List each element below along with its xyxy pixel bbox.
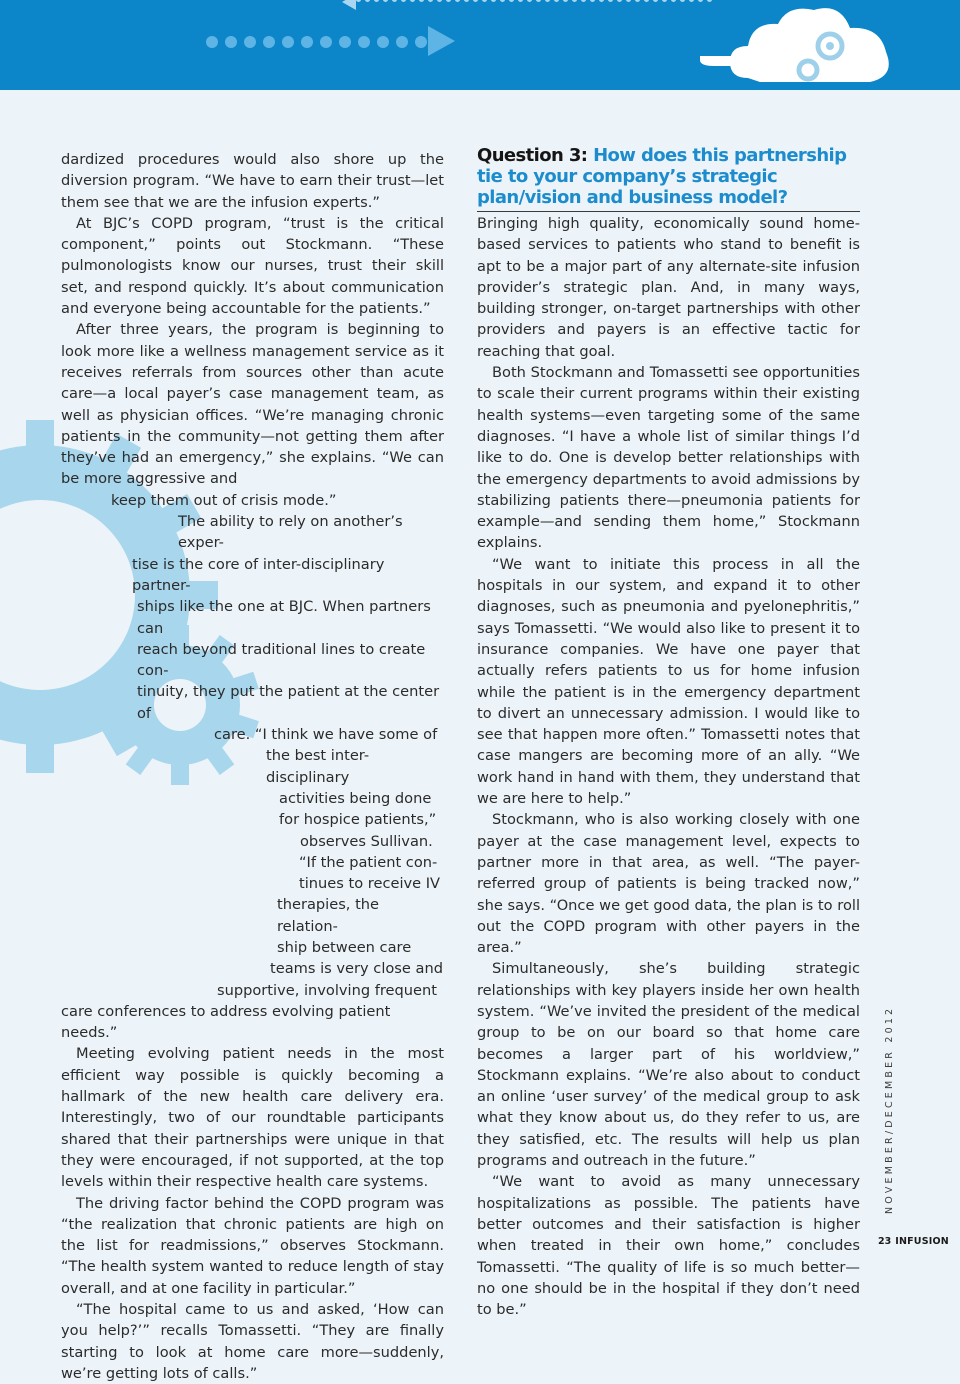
text-line: keep them out of crisis mode.” xyxy=(111,491,337,509)
magazine-brand: INFUSION xyxy=(895,1236,949,1247)
wrapped-paragraph xyxy=(61,490,444,1044)
arrow-head-icon xyxy=(428,26,455,56)
left-column xyxy=(61,149,444,1384)
header-banner xyxy=(0,0,960,90)
text-line: ship between care xyxy=(277,938,412,956)
paragraph: Simultaneously, she’s building strategic relationships with key players inside her own health system. “We’ve invited the president of the medical group to be on our board so that home care becomes a larger part of his worldview,” Stockmann explains. “We’re also about to conduct an online ‘user survey’ of the medical group to ask what they know about us, do they refer to us, are they satisfied, etc. The results will help us plan programs and outreach in the future.” xyxy=(477,960,860,1170)
page-folio xyxy=(878,1236,949,1247)
dotted-arrow-left-icon xyxy=(342,0,356,10)
pointing-hand-icon xyxy=(700,56,742,66)
text-line: tise is the core of inter-disciplinary partner- xyxy=(132,555,385,594)
question-text: How does this partnership tie to your company’s strategic plan/vision and business model? xyxy=(477,145,847,208)
paragraph: “The hospital came to us and asked, ‘How can you help?’” recalls Tomassetti. “They are finally starting to look at home care more—suddenly, we’re getting lots of calls.” xyxy=(61,1301,444,1382)
text-line: teams is very close and xyxy=(270,960,443,978)
text-line: “If the patient con- xyxy=(299,853,438,871)
text-line: activities being done xyxy=(279,789,432,807)
text-line: ships like the one at BJC. When partners can xyxy=(137,598,431,637)
text-line: tinuity, they put the patient at the center of xyxy=(137,683,440,722)
text-line: care conferences to address evolving patient needs.” xyxy=(61,1002,391,1042)
paragraph: dardized procedures would also shore up the diversion program. “We have to earn their trust—let them see that we are the infusion experts.” xyxy=(61,151,444,211)
paragraph: Bringing high quality, economically sound home-based services to patients who stand to benefit is apt to be a major part of any alternate-site infusion provider’s strategic plan. And, in many ways, building stronger, on-target partnerships with other providers and payers is an effective tactic for reaching that goal. xyxy=(477,215,860,360)
question-number: Question 3: xyxy=(477,145,588,166)
question-heading xyxy=(477,145,867,208)
paragraph: “We want to initiate this process in all the hospitals in our system, and expand it to other diagnoses, such as pneumonia and pyelonephritis,” says Tomassetti. “We would also like to present it to insurance companies. We have one payer that actually refers patients to us for home infusion while the patient is in the emergency department to divert an unnecessary admission. I would like to see that happen more often.” Tomassetti notes that case mangers are becoming more of an ally. “We work hand in hand with them, they understand that we are here to help.” xyxy=(477,555,860,808)
paragraph: After three years, the program is beginning to look more like a wellness management service as it receives referrals from sources other than acute care—a local payer’s case management team, as well as physician offices. “We’re managing chronic patients in the community—not getting them after they’ve had an emergency,” she explains. “We can be more aggressive and xyxy=(61,321,444,488)
text-line: tinues to receive IV xyxy=(299,875,441,893)
paragraph: Both Stockmann and Tomassetti see opportunities to scale their current programs within their existing health systems—even targeting some of the same diagnoses. “I have a whole list of similar things I’d like to do. One is develop better relationships with the emergency departments to avoid admissions by stabilizing patients there—pneumonia patients for example—and sending them home,” Stockmann explains. xyxy=(477,364,860,552)
text-line: the best inter-disciplinary xyxy=(266,747,370,786)
dotted-line-top xyxy=(356,0,712,2)
paragraph: The driving factor behind the COPD program was “the realization that chronic patients are high on the list for readmissions,” observes Stockmann. “The health system wanted to reduce length of stay overall, and at one facility in particular.” xyxy=(61,1194,444,1297)
right-column xyxy=(477,213,860,1320)
text-line: supportive, involving frequent xyxy=(217,981,438,999)
text-line: The ability to rely on another’s exper- xyxy=(178,513,403,552)
paragraph: Stockmann, who is also working closely with one payer at the case management level, expects to partner more in that area, as well. “The payer-referred group of patients is being tracked now,” she says. “Once we get good data, the plan is to roll out the COPD program with other payers in the area.” xyxy=(477,811,860,957)
issue-date: NOVEMBER/DECEMBER 2012 xyxy=(884,1005,895,1214)
text-line: for hospice patients,” xyxy=(279,811,437,829)
text-line: observes Sullivan. xyxy=(300,832,433,850)
paragraph: Meeting evolving patient needs in the most efficient way possible is quickly becoming a hallmark of the new health care delivery era. Interestingly, two of our roundtable participants shared that their partnerships were unique in that they were encouraged, if not supported, at the top levels within their respective health care systems. xyxy=(61,1045,444,1191)
text-line: reach beyond traditional lines to create con- xyxy=(137,640,426,680)
page-number: 23 xyxy=(878,1236,892,1247)
heading-rule xyxy=(477,211,860,212)
paragraph: “We want to avoid as many unnecessary hospitalizations as possible. The patients have better outcomes and their satisfaction is higher when treated in their own home,” concludes Tomassetti. “The quality of life is so much better—no one should be in the hospital if they don’t need to be.” xyxy=(477,1173,860,1319)
dotted-arrow-right-icon xyxy=(206,36,427,48)
text-line: care. “I think we have some of xyxy=(214,726,438,744)
cloud-icon xyxy=(690,0,900,100)
paragraph: At BJC’s COPD program, “trust is the critical component,” points out Stockmann. “These pulmonologists know our nurses, trust their skill set, and respond quickly. It’s about communication and everyone being accountable for the patients.” xyxy=(61,214,444,318)
text-line: therapies, the relation- xyxy=(277,896,380,935)
